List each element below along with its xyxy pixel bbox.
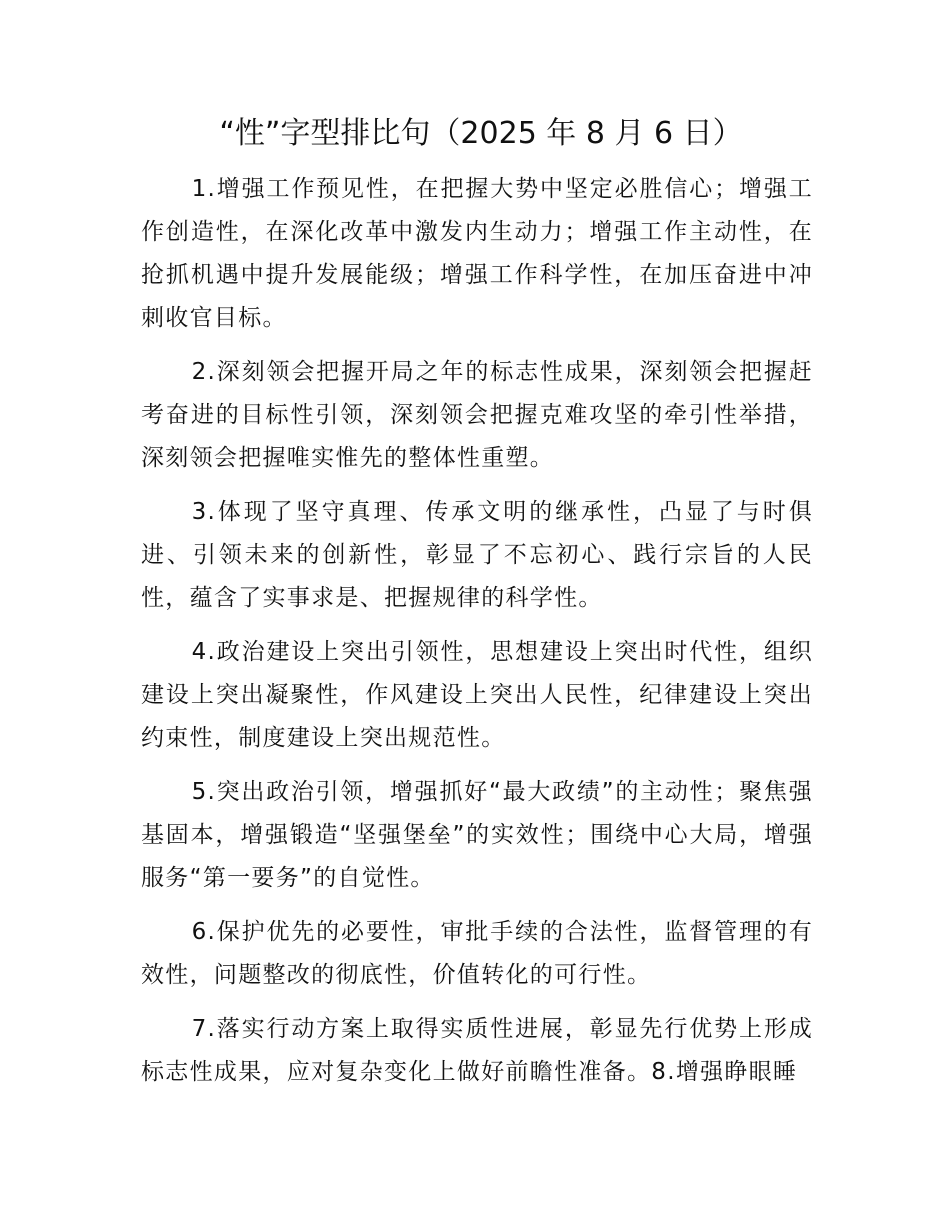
paragraph-2: 2.深刻领会把握开局之年的标志性成果，深刻领会把握赶考奋进的目标性引领，深刻领会把握克难攻坚的牵引性举措，深刻领会把握唯实惟先的整体性重塑。: [141, 359, 813, 471]
document-title: “性”字型排比句（2025 年 8 月 6 日）: [219, 116, 743, 151]
document-page: [141, 112, 813, 1105]
paragraph-1: 1.增强工作预见性，在把握大势中坚定必胜信心；增强工作创造性，在深化改革中激发内生动力；增强工作主动性，在抢抓机遇中提升发展能级；增强工作科学性，在加压奋进中冲刺收官目标。: [141, 176, 813, 331]
paragraph-4: 4.政治建设上突出引领性，思想建设上突出时代性，组织建设上突出凝聚性，作风建设上突出人民性，纪律建设上突出约束性，制度建设上突出规范性。: [141, 639, 813, 751]
paragraph-3: 3.体现了坚守真理、传承文明的继承性，凸显了与时俱进、引领未来的创新性，彰显了不忘初心、践行宗旨的人民性，蕴含了实事求是、把握规律的科学性。: [141, 499, 813, 611]
paragraph-7: 7.落实行动方案上取得实质性进展，彰显先行优势上形成标志性成果，应对复杂变化上做好前瞻性准备。8.增强睁眼睡: [141, 1016, 813, 1085]
paragraph-6: 6.保护优先的必要性，审批手续的合法性，监督管理的有效性，问题整改的彻底性，价值转化的可行性。: [141, 919, 813, 988]
paragraph-5: 5.突出政治引领，增强抓好“最大政绩”的主动性；聚焦强基固本，增强锻造“坚强堡垒”的实效性；围绕中心大局，增强服务“第一要务”的自觉性。: [141, 779, 813, 891]
